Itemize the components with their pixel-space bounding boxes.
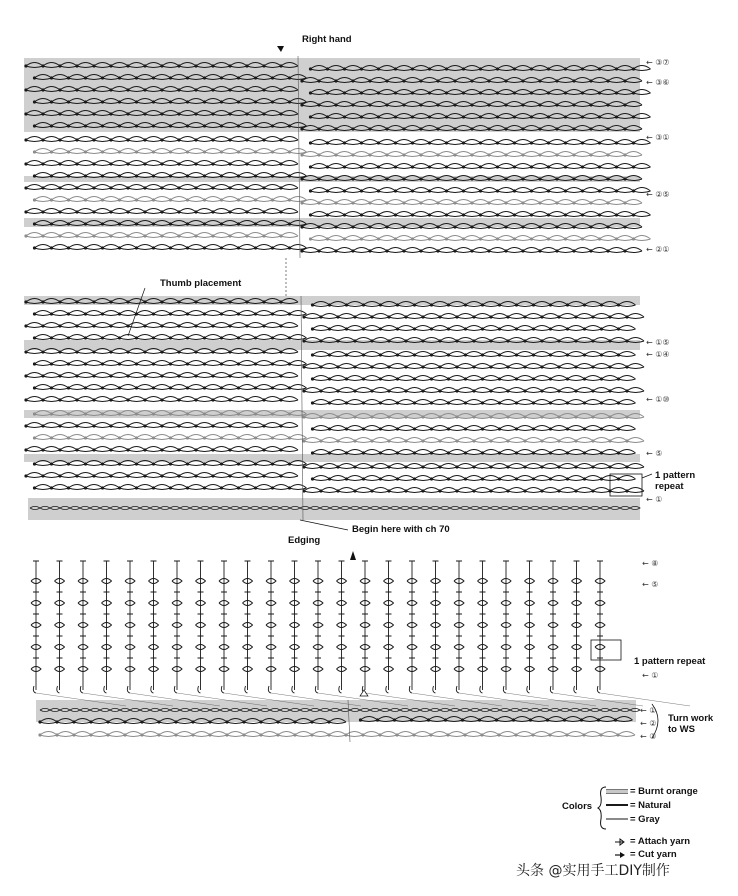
burnt-orange-band: [24, 218, 640, 227]
begin-here-label: Begin here with ch 70: [352, 524, 450, 535]
legend-label-gray: = Gray: [630, 814, 660, 825]
thumb-placement-label: Thumb placement: [160, 278, 242, 289]
mesh-stitch-row: [313, 400, 636, 405]
pattern-repeat-leader-main: [642, 474, 652, 478]
edging-attach-yarn-icon: [360, 690, 368, 696]
row-marker-chart1-4: ← ②①: [646, 245, 670, 254]
attach-yarn-icon: [614, 838, 628, 846]
pattern-repeat-box-edging: [591, 640, 621, 660]
mesh-stitch-row: [313, 376, 636, 381]
cut-yarn-icon: [614, 851, 628, 859]
pattern-repeat-main-label: 1 pattern repeat: [655, 470, 696, 492]
stitch-rows: [24, 63, 650, 737]
mesh-stitch-row: [313, 326, 636, 331]
row-marker-chart2-2: ← ①⑩: [646, 395, 670, 404]
sc-stitch-dots: [38, 733, 619, 736]
legend-swatch-gray: [606, 818, 628, 820]
cut-yarn-marker-icon: [277, 46, 284, 52]
watermark-text: 头条 @实用手工DIY制作: [516, 863, 670, 879]
row-marker-chart1-1: ← ③⑥: [646, 78, 670, 87]
row-marker-edging-top-1: ← ⑤: [642, 580, 659, 589]
edging-title: Edging: [288, 535, 321, 546]
pattern-repeat-edging-label: 1 pattern repeat: [634, 656, 706, 667]
burnt-orange-row-bands: [24, 58, 640, 722]
row-marker-chart1-0: ← ③⑦: [646, 58, 670, 67]
row-marker-edging-top-0: ← ⑧: [642, 559, 659, 568]
legend-label-burnt-orange: = Burnt orange: [630, 786, 698, 797]
row-marker-chart1-2: ← ③①: [646, 133, 670, 142]
edging-stitch-columns: [31, 561, 605, 693]
mesh-stitch-row: [40, 732, 635, 737]
row-marker-chart2-4: ← ①: [646, 495, 663, 504]
turn-work-label: Turn work to WS: [668, 713, 714, 735]
begin-here-leader: [300, 520, 348, 530]
edging-cut-yarn-icon: [350, 551, 356, 560]
row-marker-edging-bottom-2: ← ③: [640, 732, 657, 741]
row-marker-chart1-3: ← ②⑤: [646, 190, 670, 199]
burnt-orange-band: [24, 454, 640, 462]
legend-swatch-natural: [606, 804, 628, 806]
row-marker-edging-bottom-0: ← ①: [640, 706, 657, 715]
mesh-stitch-row: [313, 476, 636, 481]
row-marker-edging-top-2: ← ①: [642, 671, 659, 680]
legend-label-natural: = Natural: [630, 800, 671, 811]
row-marker-edging-bottom-1: ← ②: [640, 719, 657, 728]
chart2-split-line: [301, 296, 303, 520]
row-marker-chart2-1: ← ①④: [646, 350, 670, 359]
mesh-stitch-row: [313, 426, 636, 431]
legend-colors-title: Colors: [562, 801, 593, 812]
legend-attach-yarn: = Attach yarn: [630, 836, 691, 847]
legend-swatch-burnt-orange: [606, 789, 628, 794]
legend-cut-yarn: = Cut yarn: [630, 849, 677, 860]
mesh-stitch-row: [313, 450, 636, 455]
row-marker-chart2-0: ← ①⑤: [646, 338, 670, 347]
thumb-placement-leader: [128, 288, 145, 336]
right-hand-title: Right hand: [302, 34, 352, 45]
mesh-stitch-row: [313, 352, 636, 357]
row-marker-chart2-3: ← ⑤: [646, 449, 663, 458]
